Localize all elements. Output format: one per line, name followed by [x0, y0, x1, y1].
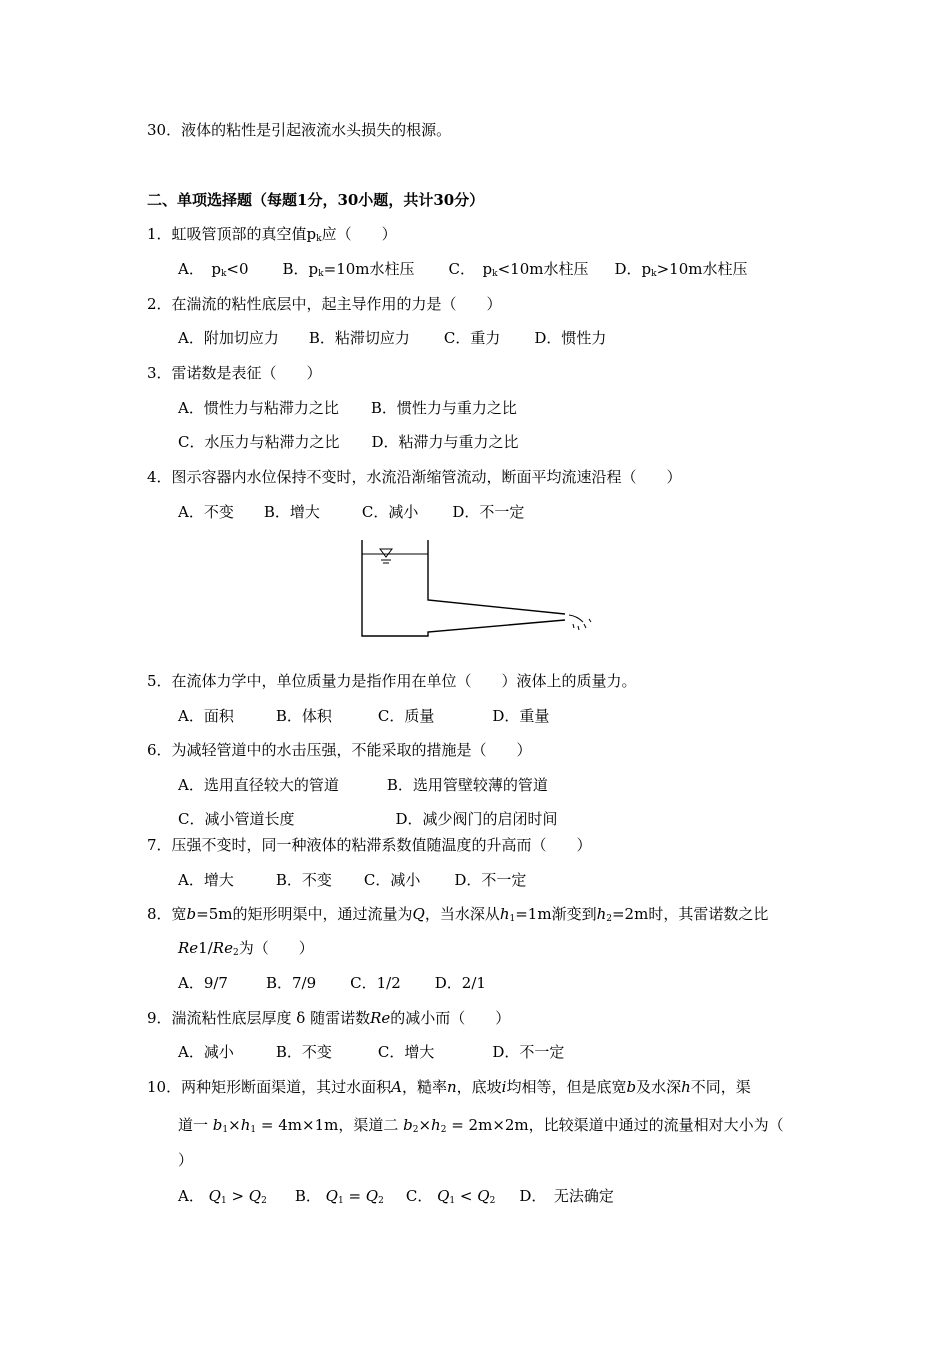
option-c: C．质量 — [377, 707, 435, 725]
question-4-options — [178, 502, 524, 522]
question-10-stem-line3: ） — [178, 1151, 194, 1169]
option-d: D．粘滞力与重力之比 — [371, 433, 519, 451]
question-3-options-row2 — [178, 432, 519, 452]
question-8-stem-line2: $Re1/Re_2$为（ ） — [178, 939, 314, 958]
option-b: B．粘滞切应力 — [308, 329, 410, 347]
option-a: A．面积 — [178, 707, 234, 725]
option-b: B．体积 — [275, 707, 332, 725]
question-9-stem: 9．湍流粘性底层厚度 δ 随雷诺数Re的减小而（ ） — [147, 1009, 511, 1027]
option-c: C．增大 — [377, 1043, 435, 1061]
option-a: A．减小 — [178, 1043, 234, 1061]
option-c: C．减小 — [361, 503, 419, 521]
option-c: C． $Q_1 < Q_2$ — [405, 1187, 496, 1206]
option-b: B．惯性力与重力之比 — [370, 399, 517, 417]
question-7-stem: 7．压强不变时，同一种液体的粘滞系数值随温度的升高而（ ） — [147, 836, 592, 854]
question-30: 30．液体的粘性是引起液流水头损失的根源。 — [147, 121, 452, 139]
question-2-options — [178, 328, 606, 348]
option-d: D．$p_k>10m$水柱压 — [614, 260, 748, 279]
question-8-options — [178, 973, 486, 993]
question-3-stem: 3．雷诺数是表征（ ） — [147, 364, 322, 382]
option-a: A．增大 — [178, 871, 234, 889]
option-c: C．1/2 — [350, 974, 401, 992]
question-4-stem: 4．图示容器内水位保持不变时，水流沿渐缩管流动，断面平均流速沿程（ ） — [147, 468, 682, 486]
option-d: D．惯性力 — [534, 329, 607, 347]
option-b: B．7/9 — [265, 974, 317, 992]
tank-right-outline — [428, 540, 565, 614]
option-b: B．不变 — [275, 1043, 332, 1061]
option-b: B．$p_k=10m$水柱压 — [282, 260, 415, 279]
option-a: A．9/7 — [178, 974, 228, 992]
option-a: A． $Q_1 > Q_2$ — [178, 1187, 267, 1206]
option-a: A．不变 — [178, 503, 234, 521]
option-a: A．选用直径较大的管道 — [178, 776, 339, 794]
question-5-options — [178, 706, 549, 726]
option-b: B．增大 — [263, 503, 320, 521]
question-6-options-row2 — [178, 809, 558, 829]
option-b: B．不变 — [275, 871, 332, 889]
option-d: D．重量 — [492, 707, 550, 725]
tank-converging-pipe-figure — [355, 536, 600, 641]
section-title: 二、单项选择题（每题1分，30小题，共计30分） — [147, 191, 485, 209]
question-10-stem-line1: 10．两种矩形断面渠道，其过水面积A，糙率n，底坡i均相等，但是底宽b及水深h不同，渠 — [147, 1078, 751, 1096]
option-d: D．不一定 — [492, 1043, 565, 1061]
option-d: D．2/1 — [434, 974, 486, 992]
option-c: C．重力 — [443, 329, 501, 347]
question-1-options — [178, 259, 747, 279]
option-c: C．水压力与粘滞力之比 — [178, 433, 340, 451]
option-c: C． $p_k<10m$水柱压 — [448, 260, 589, 279]
question-9-options — [178, 1042, 564, 1062]
option-a: A．惯性力与粘滞力之比 — [178, 399, 339, 417]
question-3-options-row1 — [178, 398, 517, 418]
question-10-stem-line2: 道一 $b_1\times h_1 = 4m\times 1m$，渠道二 $b_2\times h_2 = 2m\times 2m$，比较渠道中通过的流量相对大小为（ — [178, 1116, 784, 1135]
question-10-options — [178, 1186, 614, 1206]
option-a: A． $p_k<0$ — [178, 260, 249, 279]
water-level-symbol — [380, 549, 392, 563]
option-b: B． $Q_1 = Q_2$ — [294, 1187, 384, 1206]
question-6-options-row1 — [178, 775, 548, 795]
option-b: B．选用管壁较薄的管道 — [386, 776, 548, 794]
question-8-stem-line1: 8．宽b=5m的矩形明渠中，通过流量为Q，当水深从$h_1=1m$渐变到$h_2=2m$时，其雷诺数之比 — [147, 905, 769, 924]
option-d: D．减少阀门的启闭时间 — [395, 810, 558, 828]
option-c: C．减小 — [363, 871, 421, 889]
option-d: D．不一定 — [454, 871, 527, 889]
option-c: C．减小管道长度 — [178, 810, 295, 828]
question-7-options — [178, 870, 526, 890]
question-2-stem: 2．在湍流的粘性底层中，起主导作用的力是（ ） — [147, 295, 502, 313]
option-a: A．附加切应力 — [178, 329, 279, 347]
question-5-stem: 5．在流体力学中，单位质量力是指作用在单位（ ）液体上的质量力。 — [147, 672, 637, 690]
water-jet-drops — [569, 615, 591, 630]
option-d: D．不一定 — [452, 503, 525, 521]
question-1-stem: 1．虹吸管顶部的真空值$p_k$应（ ） — [147, 225, 397, 244]
question-6-stem: 6．为减轻管道中的水击压强，不能采取的措施是（ ） — [147, 741, 532, 759]
option-d: D． 无法确定 — [519, 1187, 614, 1205]
